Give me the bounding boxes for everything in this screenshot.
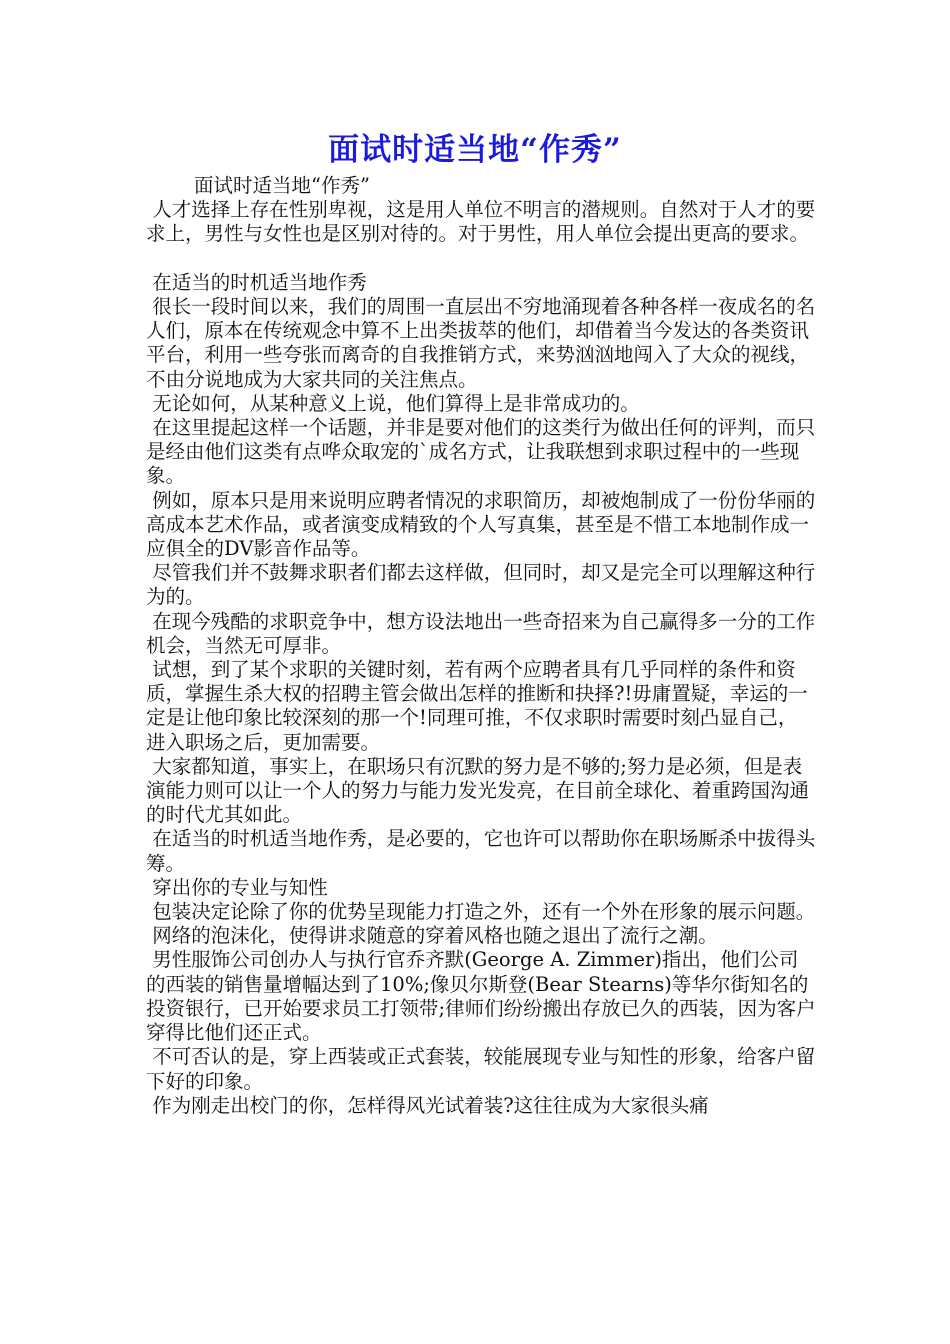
paragraph: 在这里提起这样一个话题，并非是要对他们的这类行为做出任何的评判，而只是经由他们这类有点哗众取宠的`成名方式，让我联想到求职过程中的一些现象。 bbox=[146, 416, 816, 488]
paragraph: 在适当的时机适当地作秀，是必要的，它也许可以帮助你在职场厮杀中拔得头筹。 bbox=[146, 827, 816, 875]
paragraph: 无论如何，从某种意义上说，他们算得上是非常成功的。 bbox=[146, 391, 640, 415]
paragraph: 作为刚走出校门的你，怎样得风光试着装?这往往成为大家很头痛 bbox=[146, 1093, 709, 1117]
paragraph: 在现今残酷的求职竞争中，想方设法地出一些奇招来为自己赢得多一分的工作机会，当然无可厚非。 bbox=[146, 609, 816, 657]
section-heading: 在适当的时机适当地作秀 bbox=[146, 270, 367, 294]
document-subtitle: 面试时适当地“作秀” bbox=[194, 174, 370, 197]
paragraph: 不可否认的是，穿上西装或正式套装，较能展现专业与知性的形象，给客户留下好的印象。 bbox=[146, 1045, 816, 1093]
paragraph: 网络的泡沫化，使得讲求随意的穿着风格也随之退出了流行之潮。 bbox=[146, 924, 718, 948]
document-body bbox=[146, 174, 816, 1118]
paragraph: 大家都知道，事实上，在职场只有沉默的努力是不够的;努力是必须，但是表演能力则可以让一个人的努力与能力发光发亮，在目前全球化、着重跨国沟通的时代尤其如此。 bbox=[146, 754, 810, 827]
paragraph: 例如，原本只是用来说明应聘者情况的求职简历，却被炮制成了一份份华丽的高成本艺术作品，或者演变成精致的个人写真集，甚至是不惜工本地制作成一应俱全的DV影音作品等。 bbox=[146, 488, 816, 561]
section-heading: 穿出你的专业与知性 bbox=[146, 875, 328, 899]
paragraph: 很长一段时间以来，我们的周围一直层出不穷地涌现着各种各样一夜成名的名人们，原本在传统观念中算不上出类拔萃的他们，却借着当今发达的各类资讯平台，利用一些夸张而离奇的自我推销方式，来势汹汹地闯入了大众的视线，不由分说地成为大家共同的关注焦点。 bbox=[146, 295, 816, 391]
paragraph: 尽管我们并不鼓舞求职者们都去这样做，但同时，却又是完全可以理解这种行为的。 bbox=[146, 561, 816, 609]
paragraph: 人才选择上存在性别卑视，这是用人单位不明言的潜规则。自然对于人才的要求上，男性与女性也是区别对待的。对于男性，用人单位会提出更高的要求。 bbox=[146, 198, 816, 246]
paragraph: 包装决定论除了你的优势呈现能力打造之外，还有一个外在形象的展示问题。 bbox=[146, 900, 816, 924]
paragraph: 试想，到了某个求职的关键时刻，若有两个应聘者具有几乎同样的条件和资质，掌握生杀大权的招聘主管会做出怎样的推断和抉择?!毋庸置疑，幸运的一定是让他印象比较深刻的那一个!同理可推，不仅求职时需要时刻凸显自己，进入职场之后，更加需要。 bbox=[146, 658, 808, 754]
paragraph: 男性服饰公司创办人与执行官乔齐默(George A. Zimmer)指出，他们公司的西装的销售量增幅达到了10%;像贝尔斯登(Bear Stearns)等华尔街知名的投资银行，已开始要求员工打领带;律师们纷纷搬出存放已久的西装，因为客户穿得比他们还正式。 bbox=[146, 948, 816, 1045]
blank-line bbox=[146, 247, 816, 271]
document-title: 面试时适当地“作秀” bbox=[328, 132, 622, 168]
